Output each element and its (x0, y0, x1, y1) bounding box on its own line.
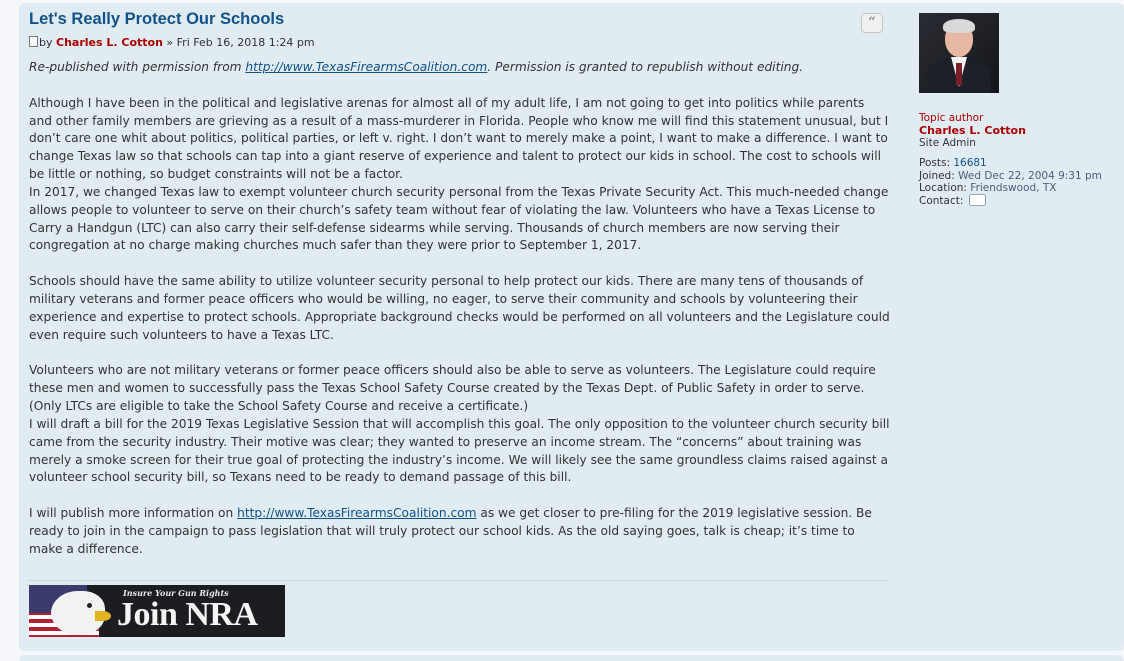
location-row (919, 182, 1056, 194)
contact-icon[interactable] (969, 194, 986, 206)
avatar-hair (943, 19, 975, 33)
next-post-edge (19, 655, 1124, 661)
intro-paragraph (29, 59, 891, 77)
paragraph-1: Although I have been in the political and legislative arenas for almost all of my adult life, I am not going to get into politics while parents and other family members are grieving as a result of a mass-murderer in Florida. People who know me will find this statement unusual, but I don’t care one whit about politics, political parties, or left v. right. I don’t want to merely make a point, I want to make a difference. I want to change Texas law so that schools can tap into a giant reserve of experience and talent to protect our kids in school. The cost to schools will be little or nothing, so budget constraints will not be a factor. (29, 95, 889, 182)
intro-link[interactable]: http://www.TexasFirearmsCoalition.com (245, 60, 488, 74)
post-icon[interactable] (29, 36, 38, 47)
avatar-tie (956, 63, 962, 85)
paragraph-2: In 2017, we changed Texas law to exempt volunteer church security personal from the Texas Private Security Act. This much-needed change allows people to volunteer to serve on their church’s safety team without fear of violating the law. Volunteers who have a Texas License to Carry a Handgun (LTC) can also carry their self-defense sidearms while serving. Thousands of church members are now serving their congregation at no charge making churches much safer than they were prior to September 1, 2017. (29, 184, 889, 253)
banner-text: Join NRA (117, 596, 258, 633)
joined-value: Wed Dec 22, 2004 9:31 pm (958, 170, 1102, 182)
join-nra-banner[interactable] (29, 585, 285, 637)
quote-icon: “ (868, 15, 876, 30)
signature-divider (29, 580, 888, 581)
location-label: Location: (919, 182, 967, 194)
profile-username-link[interactable]: Charles L. Cotton (919, 124, 1026, 137)
contact-row (919, 194, 986, 207)
meta-separator: » (166, 36, 174, 49)
paragraph-4: Volunteers who are not military veterans or former peace officers should also be able to serve as volunteers. The Legislature could require these men and women to successfully pass the Texas School Safety Course created by the Texas Dept. of Public Safety in order to serve. (Only LTCs are eligible to take the School Safety Course and receive a certificate.) (29, 363, 876, 414)
post-date: Fri Feb 16, 2018 1:24 pm (176, 36, 315, 49)
banner-tagline: Insure Your Gun Rights (123, 588, 229, 598)
posts-count-link[interactable]: 16681 (953, 157, 987, 169)
post-content (29, 59, 891, 559)
intro-text-end: . Permission is granted to republish without editing. (487, 60, 804, 74)
by-label: by (39, 36, 53, 49)
avatar[interactable] (919, 13, 999, 93)
joined-label: Joined: (919, 170, 955, 182)
paragraph-3: Schools should have the same ability to utilize volunteer security personal to help protect our kids. There are many tens of thousands of military veterans and former peace officers who would be willing, no eager, to serve their community and schools by volunteering their experience and expertise to protect schools. Appropriate background checks would be performed on all volunteers and the Legislature could even require such volunteers to have a Texas LTC. (29, 274, 890, 342)
topic-author-label: Topic author (919, 112, 984, 124)
eagle-beak (95, 611, 111, 621)
post-meta (29, 36, 315, 49)
contact-label: Contact: (919, 195, 964, 207)
post-container (19, 3, 1124, 651)
user-title: Site Admin (919, 137, 976, 149)
paragraph-5: I will draft a bill for the 2019 Texas Legislative Session that will accomplish this goal. The only opposition to the volunteer church security bill came from the security industry. Their motive was clear; they wanted to preserve an income stream. The “concerns” about training was merely a smoke screen for their true goal of protecting the industry’s income. We will likely see the same groundless claims raised against a volunteer school security bill, so Texans need to be ready to demand passage of this bill. (29, 416, 890, 485)
website-link[interactable]: http://www.TexasFirearmsCoalition.com (237, 506, 477, 521)
eagle-eye (87, 603, 92, 608)
p6-text-end: as we get closer to pre-filing for the 2019 legislative session. Be ready to join in the campaign to pass legislation that will truly protect our school kids. As the old saying goes, talk is cheap; it’s time to make a difference. (29, 506, 872, 556)
quote-button[interactable] (861, 13, 883, 33)
joined-row (919, 170, 1102, 182)
post-author-link[interactable]: Charles L. Cotton (56, 36, 163, 49)
p6-text: I will publish more information on (29, 506, 238, 521)
paragraph-6 (29, 505, 891, 559)
intro-text: Re-published with permission from (29, 60, 246, 74)
location-value: Friendswood, TX (970, 182, 1057, 194)
posts-row (919, 157, 987, 169)
posts-label: Posts: (919, 157, 950, 169)
post-title[interactable]: Let's Really Protect Our Schools (29, 10, 285, 28)
